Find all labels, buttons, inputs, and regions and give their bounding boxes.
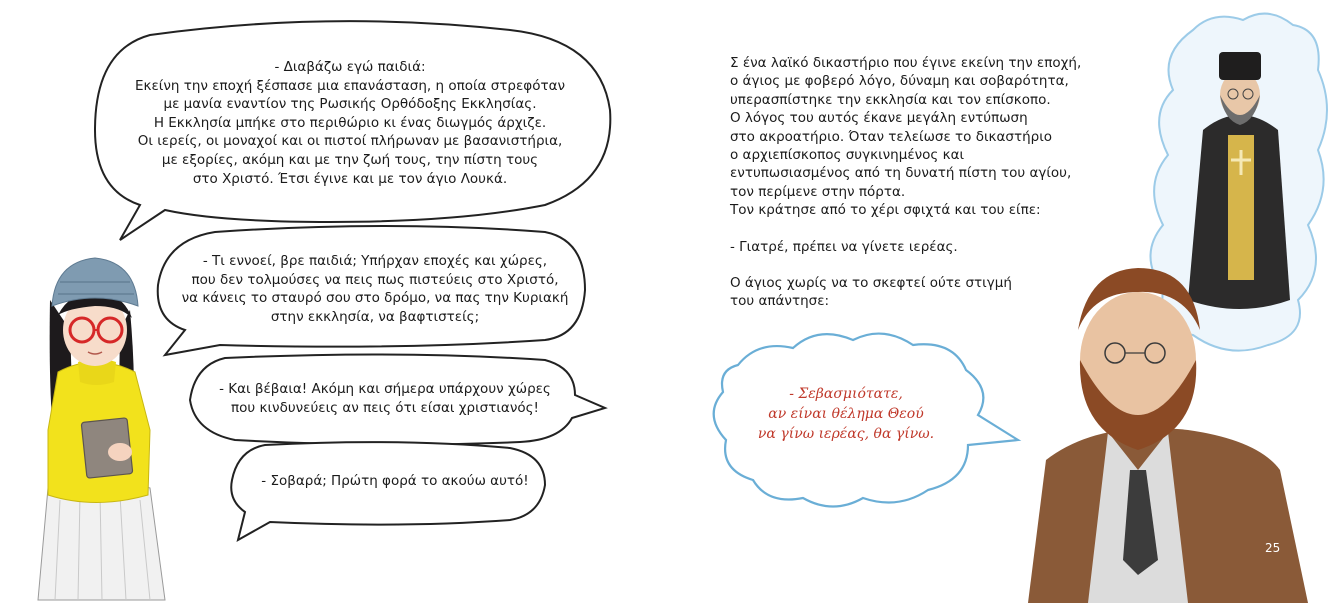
narration-line: ο αρχιεπίσκοπος συγκινημένος και (730, 147, 965, 164)
bubble-line: στην εκκλησία, να βαφτιστείς; (270, 308, 480, 325)
bubble-line: να κάνεις το σταυρό σου στο δρόμο, να πας την Κυριακή (181, 290, 569, 307)
bubble-1-text (110, 58, 590, 188)
bubble-line: - Και βέβαια! Ακόμη και σήμερα υπάρχουν χώρες (219, 381, 551, 397)
page-number: 25 (1265, 541, 1281, 555)
girl-illustration (38, 258, 165, 600)
bubble-line: που δεν τολμούσες να πεις πως πιστεύεις στο Χριστό, (191, 271, 559, 288)
narration-line: Ο λόγος του αυτός έκανε μεγάλη εντύπωση (730, 110, 1028, 127)
bubble-2-text (170, 252, 580, 326)
bubble-4-text (245, 472, 545, 491)
bubble-line: - Τι εννοεί, βρε παιδιά; Υπήρχαν εποχές και χώρες, (202, 253, 548, 269)
closing-line: του απάντησε: (730, 293, 830, 310)
right-page (668, 0, 1336, 603)
bubble-3-text (200, 380, 570, 417)
narration-line: τον περίμενε στην πόρτα. (730, 183, 906, 200)
speech-bubble-4 (231, 442, 545, 540)
bubble-line: Οι ιερείς, οι μοναχοί και οι πιστοί πλήρωναν με βασανιστήρια, (137, 133, 563, 150)
quote-line: - Σεβασμιότατε, (789, 386, 903, 402)
narration-line: στο ακροατήριο. Όταν τελείωσε το δικαστήριο (730, 128, 1053, 145)
dialogue-line: - Γιατρέ, πρέπει να γίνετε ιερέας. (730, 238, 958, 255)
quote-line: να γίνω ιερέας, θα γίνω. (757, 426, 935, 442)
narration-text (730, 54, 1090, 311)
bubble-line: - Σοβαρά; Πρώτη φορά το ακούω αυτό! (261, 473, 529, 489)
bubble-line: Εκείνη την εποχή ξέσπασε μια επανάσταση, η οποία στρεφόταν (134, 77, 566, 94)
quote-line: αν είναι θέλημα Θεού (768, 406, 924, 422)
saint-quote (736, 384, 956, 444)
narration-line: Σ ένα λαϊκό δικαστήριο που έγινε εκείνη την εποχή, (730, 55, 1082, 71)
bubble-line: - Διαβάζω εγώ παιδιά: (274, 59, 426, 75)
bubble-line: στο Χριστό. Έτσι έγινε και με τον άγιο Λουκά. (192, 170, 508, 187)
bubble-line: που κινδυνεύεις αν πεις ότι είσαι χριστιανός! (231, 399, 539, 416)
bubble-line: Η Εκκλησία μπήκε στο περιθώριο κι ένας διωγμός άρχιζε. (153, 114, 547, 131)
narration-line: Τον κράτησε από το χέρι σφιχτά και του είπε: (730, 202, 1041, 219)
closing-line: Ο άγιος χωρίς να το σκεφτεί ούτε στιγμή (730, 275, 1012, 292)
bubble-line: με μανία εναντίον της Ρωσικής Ορθόδοξης Εκκλησίας. (163, 96, 537, 113)
bubble-line: με εξορίες, ακόμη και με την ζωή τους, την πίστη τους (161, 151, 539, 168)
narration-line: εντυπωσιασμένος από τη δυνατή πίστη του αγίου, (730, 165, 1072, 182)
narration-line: υπερασπίστηκε την εκκλησία και τον επίσκοπο. (730, 91, 1051, 108)
narration-line: ο άγιος με φοβερό λόγο, δύναμη και σοβαρότητα, (730, 73, 1069, 90)
